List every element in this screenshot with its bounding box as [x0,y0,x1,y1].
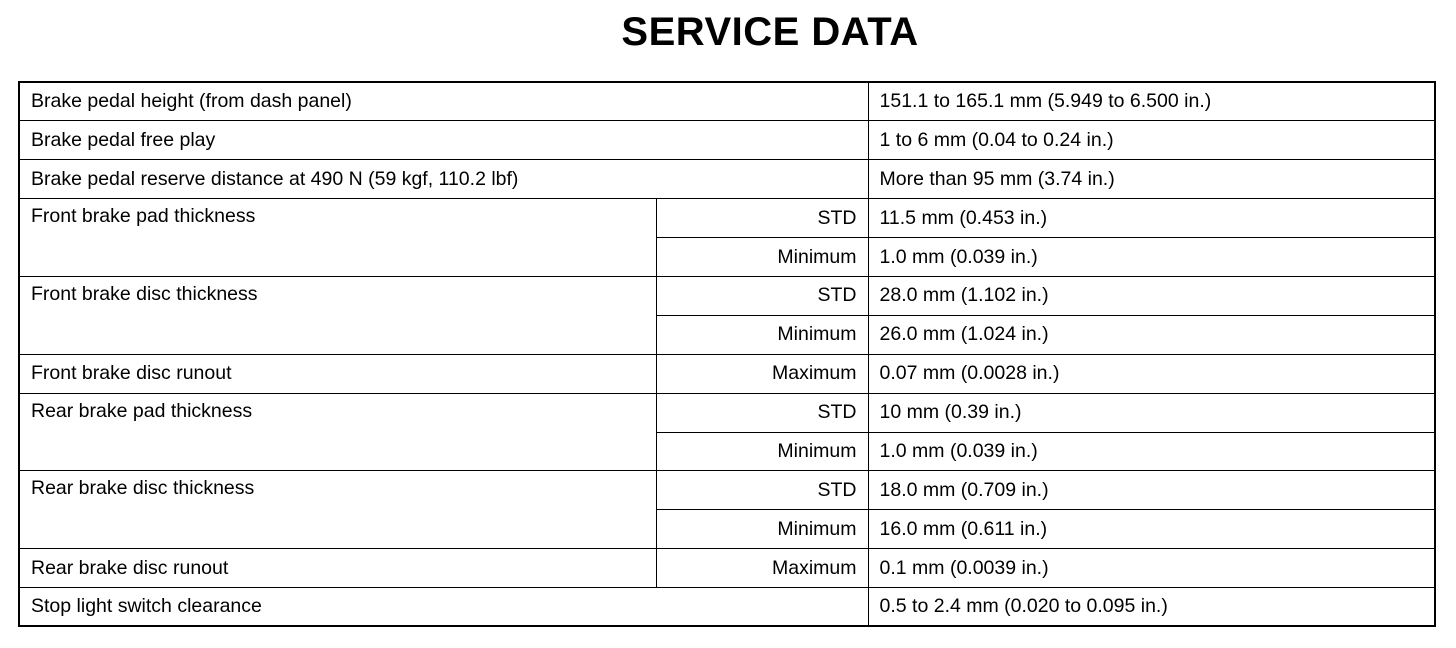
item-cell: Brake pedal reserve distance at 490 N (59 kgf, 110.2 lbf) [19,160,868,199]
condition-cell: STD [656,471,868,510]
table-row [19,588,1435,627]
value-cell: 0.5 to 2.4 mm (0.020 to 0.095 in.) [868,588,1435,627]
item-cell: Brake pedal height (from dash panel) [19,82,868,121]
value-cell: 1.0 mm (0.039 in.) [868,238,1435,277]
condition-cell: Minimum [656,510,868,549]
item-cell: Rear brake disc runout [19,549,656,588]
item-cell: Rear brake disc thickness [19,471,656,549]
item-cell: Front brake pad thickness [19,199,656,277]
condition-cell: Minimum [656,432,868,471]
value-cell: 151.1 to 165.1 mm (5.949 to 6.500 in.) [868,82,1435,121]
value-cell: More than 95 mm (3.74 in.) [868,160,1435,199]
condition-cell: STD [656,199,868,238]
value-cell: 0.07 mm (0.0028 in.) [868,354,1435,393]
value-cell: 11.5 mm (0.453 in.) [868,199,1435,238]
item-cell: Front brake disc thickness [19,276,656,354]
value-cell: 28.0 mm (1.102 in.) [868,276,1435,315]
table-row [19,160,1435,199]
value-cell: 26.0 mm (1.024 in.) [868,315,1435,354]
condition-cell: Minimum [656,315,868,354]
value-cell: 16.0 mm (0.611 in.) [868,510,1435,549]
value-cell: 18.0 mm (0.709 in.) [868,471,1435,510]
item-cell: Rear brake pad thickness [19,393,656,471]
condition-cell: Minimum [656,238,868,277]
value-cell: 0.1 mm (0.0039 in.) [868,549,1435,588]
table-row [19,471,1435,510]
table-row [19,82,1435,121]
item-cell: Brake pedal free play [19,121,868,160]
condition-cell: STD [656,276,868,315]
table-row [19,354,1435,393]
table-row [19,549,1435,588]
value-cell: 1.0 mm (0.039 in.) [868,432,1435,471]
item-cell: Stop light switch clearance [19,588,868,627]
condition-cell: Maximum [656,354,868,393]
service-data-table [18,81,1436,627]
table-row [19,199,1435,238]
table-row [19,276,1435,315]
item-cell: Front brake disc runout [19,354,656,393]
value-cell: 1 to 6 mm (0.04 to 0.24 in.) [868,121,1435,160]
value-cell: 10 mm (0.39 in.) [868,393,1435,432]
condition-cell: STD [656,393,868,432]
table-row [19,121,1435,160]
page-title: SERVICE DATA [621,10,919,54]
condition-cell: Maximum [656,549,868,588]
table-row [19,393,1435,432]
